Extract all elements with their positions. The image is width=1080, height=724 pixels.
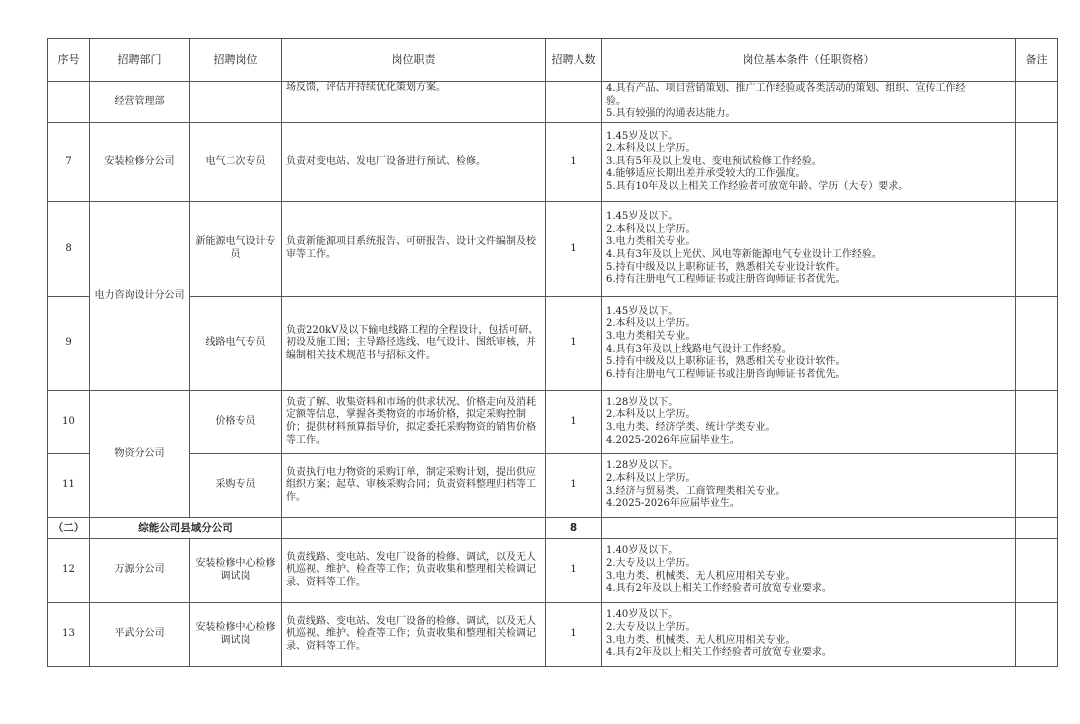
count-cell: 1 [546, 454, 602, 518]
table-row [48, 297, 1058, 391]
count-cell: 1 [546, 539, 602, 603]
post-cell: 采购专员 [190, 454, 282, 518]
requirement-line: 验。 [606, 95, 626, 107]
requirement-line: 3.电力类相关专业。 [606, 236, 696, 248]
post-cell: 线路电气专员 [190, 297, 282, 391]
requirement-line: 3.电力类、经济学类、统计学类专业。 [606, 422, 776, 433]
note-cell [1016, 603, 1058, 667]
requirement-line: 1.28岁及以下。 [606, 396, 679, 408]
duty-cell: 负责220kV及以下输电线路工程的全程设计，包括可研、初设及施工图；主导路径选线、电气设计、图纸审核，并编制相关技术规范书与招标文件。 [282, 297, 546, 391]
requirements-cell [602, 603, 1016, 667]
post-cell: 新能源电气设计专员 [190, 202, 282, 297]
group-count-cell: 8 [546, 518, 602, 539]
post-cell: 价格专员 [190, 391, 282, 454]
requirement-line: 2.大专及以上学历。 [606, 621, 696, 633]
note-cell [1016, 454, 1058, 518]
seq-cell: 13 [48, 603, 90, 667]
header-requirements: 岗位基本条件（任职资格） [602, 39, 1016, 82]
requirement-line: 3.经济与贸易类、工商管理类相关专业。 [606, 485, 786, 497]
requirement-line: 4.具有2年及以上相关工作经验者可放宽专业要求。 [606, 583, 832, 595]
duty-cell: 负责了解、收集资料和市场的供求状况、价格走向及消耗定额等信息，掌握各类物资的市场价格，拟定采购控制价；提供材料预算指导价，拟定委托采购物资的销售价格等工作。 [282, 391, 546, 454]
note-cell [1016, 82, 1058, 123]
requirement-line: 5.持有中级及以上职称证书，熟悉相关专业设计软件。 [606, 356, 846, 368]
requirement-line: 4.能够适应长期出差并承受较大的工作强度。 [606, 168, 806, 180]
dept-cell: 安装检修分公司 [90, 123, 190, 202]
header-seq: 序号 [48, 39, 90, 82]
duty-cell: 负责线路、变电站、发电厂设备的检修、调试，以及无人机巡视、维护、检查等工作；负责收集和整理相关检调记录、资料等工作。 [282, 539, 546, 603]
count-cell: 1 [546, 297, 602, 391]
seq-cell: 12 [48, 539, 90, 603]
header-dept: 招聘部门 [90, 39, 190, 82]
requirement-line: 2.本科及以上学历。 [606, 472, 696, 484]
seq-cell: 11 [48, 454, 90, 518]
header-row [48, 39, 1058, 82]
post-cell: 电气二次专员 [190, 123, 282, 202]
seq-cell: 8 [48, 202, 90, 297]
requirement-line: 2.大专及以上学历。 [606, 557, 696, 569]
note-cell [1016, 202, 1058, 297]
requirement-line: 2.本科及以上学历。 [606, 409, 696, 421]
count-cell: 1 [546, 603, 602, 667]
requirement-line: 1.45岁及以下。 [606, 130, 679, 142]
requirement-line: 1.45岁及以下。 [606, 211, 679, 223]
seq-cell: 9 [48, 297, 90, 391]
header-note: 备注 [1016, 39, 1058, 82]
count-cell: 1 [546, 391, 602, 454]
requirements-cell [602, 297, 1016, 391]
header-count: 招聘人数 [546, 39, 602, 82]
header-post: 招聘岗位 [190, 39, 282, 82]
requirement-line: 4.具有产品、项目营销策划、推广工作经验或各类活动的策划、组织、宣传工作经 [606, 83, 966, 95]
post-cell: 安装检修中心检修调试岗 [190, 539, 282, 603]
count-cell: 1 [546, 123, 602, 202]
duty-cell: 负责执行电力物资的采购订单，制定采购计划，提出供应组织方案；起草、审核采购合同；负责资料整理归档等工作。 [282, 454, 546, 518]
requirement-line: 6.持有注册电气工程师证书或注册咨询师证书者优先。 [606, 274, 846, 286]
post-cell: 安装检修中心检修调试岗 [190, 603, 282, 667]
recruitment-table [47, 38, 1058, 667]
dept-cell: 物资分公司 [90, 391, 190, 518]
group-note-cell [1016, 518, 1058, 539]
duty-cell: 负责新能源项目系统报告、可研报告、设计文件编制及校审等工作。 [282, 202, 546, 297]
note-cell [1016, 123, 1058, 202]
note-cell [1016, 539, 1058, 603]
requirement-line: 1.40岁及以下。 [606, 609, 679, 621]
requirement-line: 3.电力类、机械类、无人机应用相关专业。 [606, 570, 796, 582]
requirements-cell [602, 82, 1016, 123]
count-cell [546, 82, 602, 123]
group-req-cell [602, 518, 1016, 539]
group-dept-cell: 综能公司县域分公司 [90, 518, 282, 539]
requirement-line: 5.持有中级及以上职称证书，熟悉相关专业设计软件。 [606, 261, 846, 273]
requirement-line: 3.电力类、机械类、无人机应用相关专业。 [606, 634, 796, 646]
requirement-line: 3.电力类相关专业。 [606, 330, 696, 342]
seq-cell: 7 [48, 123, 90, 202]
requirement-line: 6.持有注册电气工程师证书或注册咨询师证书者优先。 [606, 368, 846, 380]
requirement-line: 2.本科及以上学历。 [606, 143, 696, 155]
seq-cell: 10 [48, 391, 90, 454]
dept-cell: 平武分公司 [90, 603, 190, 667]
requirement-line: 5.具有10年及以上相关工作经验者可放宽年龄、学历（大专）要求。 [606, 180, 909, 192]
requirements-cell [602, 391, 1016, 454]
dept-cell: 万源分公司 [90, 539, 190, 603]
table-row [48, 202, 1058, 297]
table-row [48, 454, 1058, 518]
requirement-line: 4.2025-2026年应届毕业生。 [606, 434, 740, 446]
group-duty-cell [282, 518, 546, 539]
table-row [48, 539, 1058, 603]
group-seq-cell: （二） [48, 518, 90, 539]
requirements-cell [602, 202, 1016, 297]
table-row [48, 82, 1058, 123]
requirement-line: 2.本科及以上学历。 [606, 318, 696, 330]
requirement-line: 1.28岁及以下。 [606, 460, 679, 472]
table-row [48, 603, 1058, 667]
requirement-line: 1.40岁及以下。 [606, 545, 679, 557]
requirement-line: 4.具有3年及以上光伏、风电等新能源电气专业设计工作经验。 [606, 249, 882, 260]
requirements-cell [602, 539, 1016, 603]
table-row [48, 123, 1058, 202]
requirement-line: 5.具有较强的沟通表达能力。 [606, 108, 736, 120]
header-duty: 岗位职责 [282, 39, 546, 82]
requirement-line: 1.45岁及以下。 [606, 305, 679, 317]
requirements-cell [602, 123, 1016, 202]
requirement-line: 4.具有2年及以上相关工作经验者可放宽专业要求。 [606, 647, 832, 659]
post-cell [190, 82, 282, 123]
count-cell: 1 [546, 202, 602, 297]
seq-cell [48, 82, 90, 123]
dept-cell: 电力咨询设计分公司 [90, 202, 190, 391]
dept-cell: 经营管理部 [90, 82, 190, 123]
duty-cell: 负责线路、变电站、发电厂设备的检修、调试，以及无人机巡视、维护、检查等工作；负责收集和整理相关检调记录、资料等工作。 [282, 603, 546, 667]
table-row [48, 391, 1058, 454]
requirements-cell [602, 454, 1016, 518]
note-cell [1016, 391, 1058, 454]
note-cell [1016, 297, 1058, 391]
requirement-line: 4.2025-2026年应届毕业生。 [606, 498, 740, 510]
duty-cell: 负责对变电站、发电厂设备进行预试、检修。 [282, 123, 546, 202]
requirement-line: 4.具有3年及以上线路电气设计工作经验。 [606, 343, 792, 355]
duty-cell: 场反馈，评估并持续优化策划方案。 [282, 82, 546, 123]
group-row [48, 518, 1058, 539]
requirement-line: 3.具有5年及以上发电、变电预试检修工作经验。 [606, 155, 822, 167]
requirement-line: 2.本科及以上学历。 [606, 223, 696, 235]
